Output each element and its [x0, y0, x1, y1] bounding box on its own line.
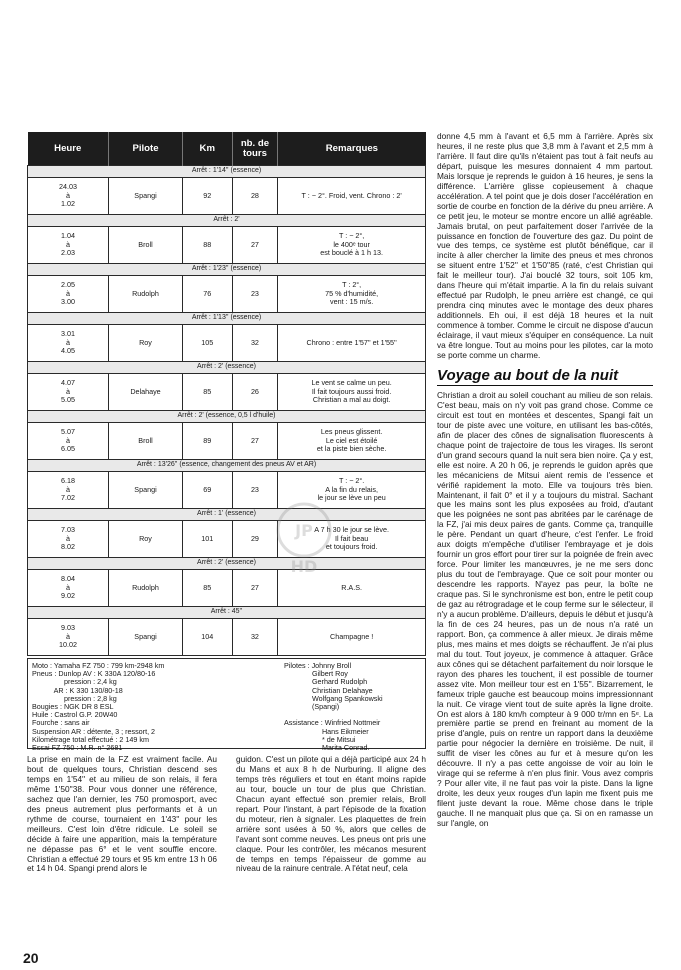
stop-cell: Arrêt : 1' (essence) [28, 509, 426, 521]
pilots-list [284, 662, 424, 752]
cell-km: 105 [182, 325, 232, 362]
pilot-line: (Spangi) [284, 702, 340, 712]
table-row-stop [28, 264, 426, 276]
cell-tours: 28 [232, 178, 278, 215]
cell-remarques-line: et toujours froid. [325, 542, 378, 552]
spec-line: Bougies : NGK DR 8 ESL [32, 702, 114, 712]
header-tours-label: nb. de tours [240, 137, 270, 159]
cell-heure-line: 24.03 [59, 182, 78, 192]
paragraph: guidon. C'est un pilote qui a déjà participé aux 24 h du Mans et aux 8 h de Nurburing. Il aligne des temps très réguliers et tout en étant moins rapide au tour, boucle un tour de plus que Christian. Chacun ayant effectué son premier relais, Broll repart. Pour l'instant, à part l'épisode de la fixation du moteur, rien à signaler. Les plaquettes de frein arrière sont usées à 50 %, alors que celles de l'avant sont comme neuves. Les pneus ont pris une claque. Pour les contrôler, les mécanos mesurent de temps en temps l'épaisseur de gomme au niveau de la rainure centrale. A l'état neuf, cela [236, 754, 426, 874]
cell-heure-line: 3.00 [61, 297, 76, 307]
cell-heure-line: à [66, 435, 71, 445]
watermark-logo [274, 500, 334, 580]
stop-cell: Arrêt : 2' (essence) [28, 558, 426, 570]
cell-tours: 27 [232, 227, 278, 264]
spec-line: Kilométrage total effectué : 2 149 km [32, 734, 149, 744]
cell-heure [28, 521, 109, 558]
table-row-stop [28, 166, 426, 178]
cell-heure-line: à [66, 288, 71, 298]
cell-heure-line: 9.02 [61, 591, 76, 601]
cell-pilote: Roy [109, 521, 183, 558]
cell-heure-line: à [66, 582, 71, 592]
paragraph: donne 4,5 mm à l'avant et 6,5 mm à l'arrière. Après six heures, il ne reste plus que 3,8 mm à l'avant et 2,5 mm à l'arrière. Il faut dire qu'ils n'étaient pas tout à fait neufs au départ, puisque les mesures donnaient 4 mm partout. Mais lorsque je reprends le guidon à 16 heures, je sens la différence. L'arrière glisse copieusement à chaque accélération. A tel point que je dois doser l'accélération en sortie de courbe en fonction de la dérive du pneu arrière. A ce petit jeu, le moteur se montre encore un allié agréable. Jamais brutal, on peut parfaitement doser l'arrivée de la puissance en fonction de l'ouverture des gaz. Du point de vue des temps, ce système est plutôt bénéfique, car il incite à aller chercher la limite des pneus et mes chronos se situent entre 1'52'' et 1'50''85 (raté, c'est Christian qui fait le meilleur tour). J'ai bouclé 32 tours, soit 105 km, dans l'heure qui m'était impartie. A la fin du relais suivant effectué par Rudolph, le pneu arrière est changé, ce qui prendra cinq minutes avec le montage des deux phares additionnels. Eh oui, il est déjà 18 heures et la nuit commence à tomber. Comme le circuit ne dispose d'aucun éclairage, il vaut mieux s'équiper en conséquence. La nuit va être longue. Tout au moins pour les pilotes, car la moto se porte comme un charme. [437, 131, 653, 360]
article-column-right-top [437, 132, 653, 361]
pilot-line: Assistance : Winfried Nottmeir [284, 718, 381, 728]
cell-km: 92 [182, 178, 232, 215]
pilot-line: Wolfgang Spankowski [284, 693, 383, 703]
cell-km: 88 [182, 227, 232, 264]
cell-remarques-line: R.A.S. [341, 582, 363, 592]
cell-heure-line: 8.04 [61, 574, 76, 584]
cell-heure-line: 1.02 [61, 199, 76, 209]
table-row-stop [28, 411, 426, 423]
cell-tours: 29 [232, 521, 278, 558]
cell-remarques-line: Il fait toujours aussi froid. [311, 386, 392, 396]
table-row [28, 472, 426, 509]
table-row [28, 423, 426, 460]
cell-tours: 27 [232, 423, 278, 460]
pilot-line: Christian Delahaye [284, 685, 373, 695]
cell-pilote: Rudolph [109, 276, 183, 313]
stop-cell: Arrêt : 1'14'' (essence) [28, 166, 426, 178]
cell-heure-line: 7.03 [61, 525, 76, 535]
cell-heure-line: 6.05 [61, 444, 76, 454]
cell-remarques [278, 325, 426, 362]
cell-heure-line: 6.18 [61, 476, 76, 486]
cell-remarques-line: le 400ᵉ tour [333, 239, 370, 249]
cell-heure [28, 472, 109, 509]
spec-line: pression : 2,4 kg [32, 677, 117, 687]
cell-remarques [278, 178, 426, 215]
spec-line: Pneus : Dunlop AV : K 330A 120/80-16 [32, 669, 156, 679]
svg-text:HD: HD [290, 557, 318, 576]
table-row [28, 276, 426, 313]
table-row-stop [28, 607, 426, 619]
cell-heure [28, 423, 109, 460]
cell-remarques-line: vent : 15 m/s. [330, 297, 374, 307]
cell-heure [28, 570, 109, 607]
spec-line: pression : 2,8 kg [32, 693, 117, 703]
header-remarques: Remarques [278, 132, 426, 166]
table-row [28, 619, 426, 656]
cell-pilote: Broll [109, 227, 183, 264]
pilot-line: Gilbert Roy [284, 669, 348, 679]
cell-tours: 23 [232, 472, 278, 509]
cell-tours: 32 [232, 325, 278, 362]
spec-line: Suspension AR : détente, 3 ; ressort, 2 [32, 726, 156, 736]
stop-cell: Arrêt : 1'23'' (essence) [28, 264, 426, 276]
table-row [28, 374, 426, 411]
cell-remarques-line: le jour se lève un peu [317, 493, 386, 503]
cell-km: 89 [182, 423, 232, 460]
cell-heure-line: 2.03 [61, 248, 76, 258]
cell-km: 69 [182, 472, 232, 509]
header-pilote: Pilote [109, 132, 183, 166]
table-row-stop [28, 509, 426, 521]
cell-heure-line: à [66, 631, 71, 641]
cell-heure-line: 8.02 [61, 542, 76, 552]
svg-text:JP: JP [295, 521, 313, 540]
table-header-row [28, 132, 426, 166]
specs-box [27, 658, 426, 753]
cell-km: 76 [182, 276, 232, 313]
header-tours [232, 132, 278, 166]
race-log-table [27, 132, 426, 656]
cell-remarques-line: est bouclé à 1 h 13. [320, 248, 383, 258]
cell-km: 104 [182, 619, 232, 656]
page-number: 20 [23, 950, 39, 966]
cell-km: 85 [182, 570, 232, 607]
cell-km: 85 [182, 374, 232, 411]
table-row-stop [28, 313, 426, 325]
cell-heure-line: 4.05 [61, 346, 76, 356]
cell-heure-line: 1.04 [61, 231, 76, 241]
article-column-middle-bottom [236, 755, 426, 874]
cell-heure [28, 178, 109, 215]
cell-heure [28, 619, 109, 656]
header-heure: Heure [28, 132, 109, 166]
cell-heure-line: à [66, 386, 71, 396]
cell-heure-line: à [66, 239, 71, 249]
stop-cell: Arrêt : 2' (essence, 0,5 l d'huile) [28, 411, 426, 423]
article-column-right-bottom [437, 391, 653, 829]
cell-km: 101 [182, 521, 232, 558]
cell-heure-line: 5.07 [61, 427, 76, 437]
spec-line: Moto : Yamaha FZ 750 : 799 km-2948 km [32, 661, 165, 670]
cell-tours: 32 [232, 619, 278, 656]
cell-remarques-line: Le vent se calme un peu. [311, 378, 392, 388]
cell-heure-line: à [66, 190, 71, 200]
pilot-line: Gerhard Rudolph [284, 677, 368, 687]
cell-pilote: Roy [109, 325, 183, 362]
cell-pilote: Spangi [109, 178, 183, 215]
cell-heure-line: 7.02 [61, 493, 76, 503]
cell-heure-line: 5.05 [61, 395, 76, 405]
spec-line: AR : K 330 130/80-18 [32, 685, 123, 695]
cell-heure-line: à [66, 484, 71, 494]
cell-pilote: Spangi [109, 619, 183, 656]
cell-heure-line: 10.02 [59, 640, 78, 650]
cell-remarques-line: Chrono : entre 1'57'' et 1'55'' [306, 337, 397, 347]
cell-heure-line: 2.05 [61, 280, 76, 290]
cell-tours: 26 [232, 374, 278, 411]
pilot-line: Marita Conrad. [284, 743, 370, 753]
moto-specs [32, 662, 252, 752]
spec-line: Huile : Castrol G.P. 20W40 [32, 710, 118, 720]
cell-heure [28, 276, 109, 313]
cell-heure [28, 374, 109, 411]
pilot-line: * de Mitsui [284, 734, 356, 744]
cell-remarques-line: 75 % d'humidité, [325, 288, 379, 298]
cell-remarques [278, 227, 426, 264]
cell-remarques-line: Champagne ! [330, 631, 374, 641]
table-row [28, 570, 426, 607]
cell-remarques-line: A la fin du relais, [325, 484, 378, 494]
cell-remarques-line: et la piste bien sèche. [316, 444, 387, 454]
cell-remarques-line: A 7 h 30 le jour se lève. [314, 525, 389, 535]
table-row [28, 178, 426, 215]
cell-remarques [278, 276, 426, 313]
cell-heure [28, 227, 109, 264]
cell-pilote: Broll [109, 423, 183, 460]
section-title: Voyage au bout de la nuit [437, 367, 653, 386]
header-km: Km [182, 132, 232, 166]
stop-cell: Arrêt : 45'' [28, 607, 426, 619]
cell-remarques [278, 423, 426, 460]
pilot-line: Hans Eikmeier [284, 726, 369, 736]
cell-tours: 23 [232, 276, 278, 313]
paragraph: La prise en main de la FZ est vraiment facile. Au bout de quelques tours, Christian descend ses temps en 1'54'' et au milieu de son relais, il fera même 1'50''38. Pour vous donner une référence, sachez que l'an dernier, les 750 promosport, avec des pneus autrement plus performants et à un rythme de course, tournaient en 1'43'' pour les meilleurs. C'est loin d'être ridicule. Le soleil se décide à faire une apparition, mais la température ne dépasse pas 6° et le vent souffle encore. Christian a effectué 29 tours et 95 km entre 13 h 06 et 14 h 04. Spangi prend alors le [27, 754, 217, 874]
cell-tours: 27 [232, 570, 278, 607]
cell-remarques-line: Il fait beau [335, 533, 369, 543]
cell-heure-line: 4.07 [61, 378, 76, 388]
article-column-left-bottom [27, 755, 217, 874]
stop-cell: Arrêt : 2' (essence) [28, 362, 426, 374]
stop-cell: Arrêt : 13'26'' (essence, changement des pneus AV et AR) [28, 460, 426, 472]
cell-heure-line: à [66, 533, 71, 543]
cell-remarques-line: T : 2°, [342, 280, 362, 290]
pilot-line: Pilotes : Johnny Broll [284, 661, 352, 670]
table-row-stop [28, 362, 426, 374]
cell-remarques-line: Le ciel est étoilé [325, 435, 378, 445]
table-row-stop [28, 460, 426, 472]
cell-remarques [278, 619, 426, 656]
table-row-stop [28, 558, 426, 570]
table-body [28, 166, 426, 656]
cell-remarques-line: T : − 2°. Froid, vent. Chrono : 2' [301, 190, 402, 200]
cell-heure [28, 325, 109, 362]
cell-pilote: Delahaye [109, 374, 183, 411]
cell-remarques [278, 374, 426, 411]
cell-remarques-line: Les pneus glissent. [320, 427, 383, 437]
cell-heure-line: 9.03 [61, 623, 76, 633]
cell-pilote: Rudolph [109, 570, 183, 607]
cell-heure-line: à [66, 337, 71, 347]
paragraph: Christian a droit au soleil couchant au milieu de son relais. C'est beau, mais on n'y voit pas grand chose. Comme ce circuit est tout en montées et descentes, Spangi fait un tour de piste avec une voiture, en utilisant les bas-côtés, afin de placer des cônes de signalisation fluorescents à chaque point de trajectoire de tous les virages. Ils seront d'un grand secours quand la nuit sera bien noire. Ça y est, elle est noire. A 20 h 06, je reprends le guidon après que les mécaniciens de Mitsui aient remis de l'essence et vérifié rapidement la moto. Elle va toujours très bien. Maintenant, il fait 0° et il y a toujours du mistral. Sachant que les mains sont les plus exposées au froid, d'autant que les poignées ne sont pas abritées par le carénage de la FZ, j'ai mis deux paires de gants. Comme ça, tranquille le père. Pendant un quart d'heure, c'est l'enfer. Le froid aux doigts m'empêche d'utiliser l'embrayage et je dois fournir un gros effort pour tirer sur la poignée de frein avec force. Pour limiter les manœuvres, je ne me sers donc plus du tout de l'embrayage. Que ce soit pour monter ou descendre les rapports. N'ayez pas peur, la boîte ne craque pas. Si le synchronisme est bon, entre le petit coup de gaz au rétrogradage et le coup ferme sur le sélecteur, il n'y a aucun problème. D'ailleurs, depuis le début et jusqu'à la fin de ces 24 heures, pas un de nous n'a raté un rapport. Bon, ça commence à aller mieux. Je dirais même plus, mes mains et mes doigts se réchauffent. Je n'ai plus mal du tout. Tout joyeux, je commence à attaquer. Grâce aux cônes qui se détachent parfaitement du noir lorsque le rayon des phares les touchent, il est possible de tourner assez vite. Mon meilleur tour est en 1'55''. Bizarrement, le fameux triple gauche est beaucoup moins impressionnant la nuit. Ce virage vient tout de suite après la ligne droite. On est alors à 180 km/h compteur à 9 000 tr/mn en 5ᵉ. La première partie se prend en freinant au moment de la prise d'angle, puis on rentre un rapport dans la deuxième partie pour négocier la dernière en troisième. De nuit, il suffit de viser les cônes au fur et à mesure qu'on les découvre. Il n'y a pas cette angoisse de voir au loin le virage qui se referme à n'en plus finir. Vous avez compris ? Pour aller vite, il ne faut pas voir la piste. Dans la ligne droite, les deux yeux rouges d'un lapin me fixent puis me filent juste devant la roue. Même chose dans le triple gauche. Il ne manquait plus que ça. Si on en ramasse un sur l'angle, on [437, 390, 653, 828]
table-row-stop [28, 215, 426, 227]
table-row [28, 521, 426, 558]
table-row [28, 227, 426, 264]
cell-remarques-line: T : − 2°. [338, 476, 365, 486]
cell-remarques-line: Christian a mal au doigt. [312, 395, 391, 405]
stop-cell: Arrêt : 2' [28, 215, 426, 227]
cell-remarques-line: T : − 2°, [338, 231, 365, 241]
table-row [28, 325, 426, 362]
stop-cell: Arrêt : 1'13'' (essence) [28, 313, 426, 325]
cell-heure-line: 3.01 [61, 329, 76, 339]
spec-line: Essai FZ 750 : M.R. n° 2681 [32, 743, 123, 753]
cell-pilote: Spangi [109, 472, 183, 509]
spec-line: Fourche : sans air [32, 718, 90, 728]
